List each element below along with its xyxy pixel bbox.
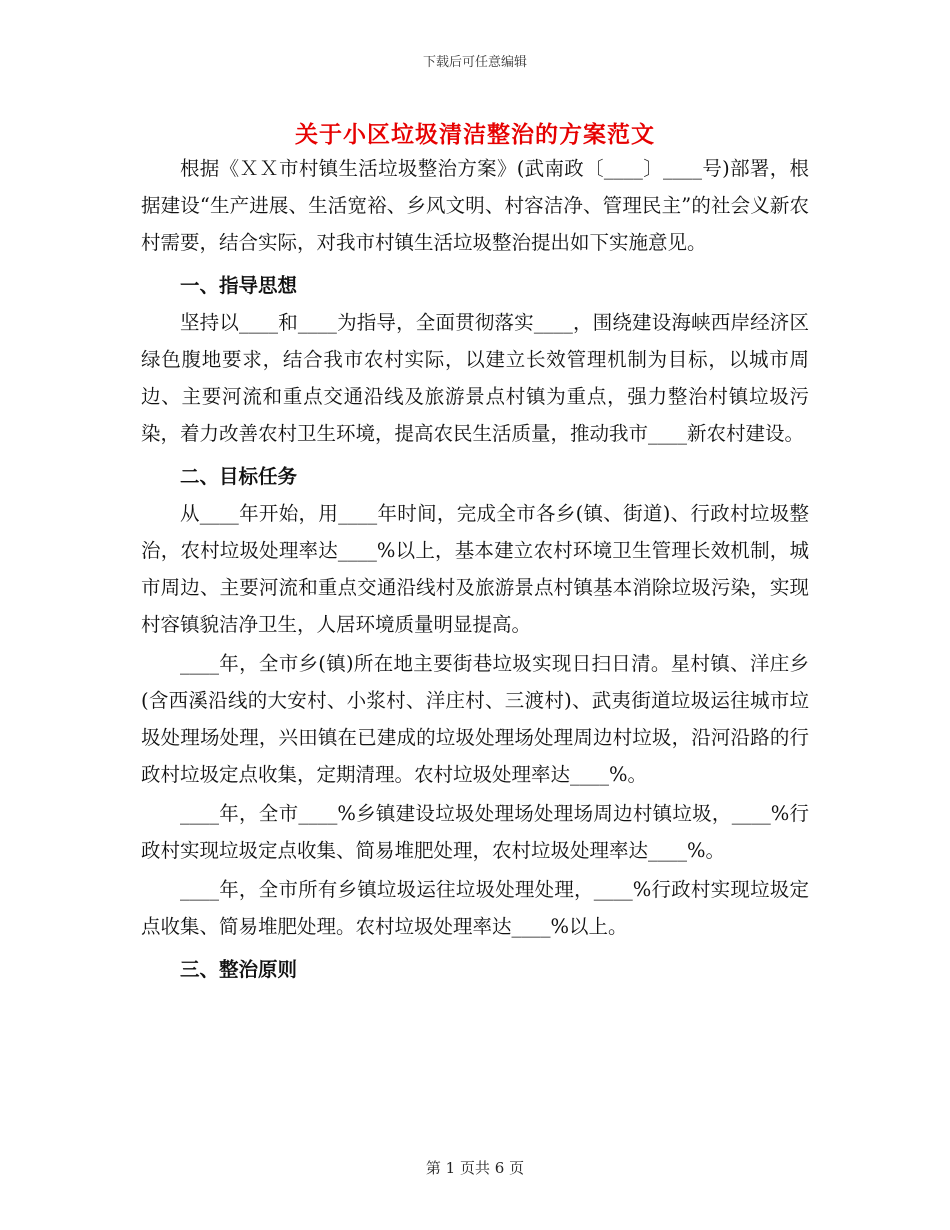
page-number: 第 1 页共 6 页 [425,1159,525,1177]
paragraph-goals-overview: 从____年开始，用____年时间，完成全市各乡(镇、街道)、行政村垃圾整治，农村垃圾处理率达____%以上，基本建立农村环境卫生管理长效机制，城市周边、主要河流和重点交通沿线村及旅游景点村镇基本消除垃圾污染，实现村容镇貌洁净卫生，人居环境质量明显提高。 [141,502,809,636]
header-note: 下载后可任意编辑 [422,55,527,70]
section-heading-principles: 三、整治原则 [180,958,298,981]
paragraph-goals-year-2: ____年，全市____%乡镇建设垃圾处理场处理场周边村镇垃圾，____%行政村实现垃圾定点收集、简易堆肥处理，农村垃圾处理率达____%。 [141,802,809,862]
section-heading-guiding-ideology: 一、指导思想 [180,274,298,297]
paragraph-guiding-ideology: 坚持以____和____为指导，全面贯彻落实____，围绕建设海峡西岸经济区绿色腹地要求，结合我市农村实际，以建立长效管理机制为目标，以城市周边、主要河流和重点交通沿线及旅游景点村镇为重点，强力整治村镇垃圾污染，着力改善农村卫生环境，提高农民生活质量，推动我市____新农村建设。 [141,311,809,445]
intro-paragraph: 根据《ＸＸ市村镇生活垃圾整治方案》(武南政〔____〕____号)部署，根据建设“生产进展、生活宽裕、乡风文明、村容洁净、管理民主”的社会义新农村需要，结合实际，对我市村镇生活垃圾整治提出如下实施意见。 [141,157,809,254]
document-title: 关于小区垃圾清洁整治的方案范文 [295,121,655,148]
section-heading-goals: 二、目标任务 [180,465,298,488]
paragraph-goals-year-3: ____年，全市所有乡镇垃圾运往垃圾处理处理，____%行政村实现垃圾定点收集、简易堆肥处理。农村垃圾处理率达____%以上。 [141,878,809,938]
paragraph-goals-year-1: ____年，全市乡(镇)所在地主要街巷垃圾实现日扫日清。星村镇、洋庄乡(含西溪沿线的大安村、小浆村、洋庄村、三渡村)、武夷街道垃圾运往城市垃圾处理场处理，兴田镇在已建成的垃圾处理场处理周边村垃圾，沿河沿路的行政村垃圾定点收集，定期清理。农村垃圾处理率达____%。 [141,652,809,786]
document-body [141,150,809,988]
